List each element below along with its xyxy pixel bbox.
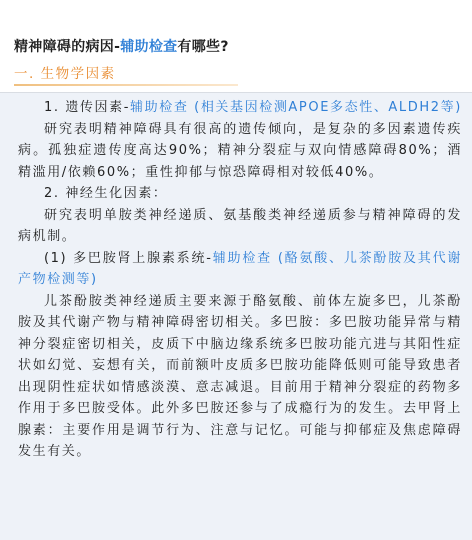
- item2-heading: 2. 神经生化因素：: [44, 186, 168, 201]
- item2-1-heading: [18, 248, 462, 291]
- item1-link[interactable]: 辅助检查 (相关基因检测APOE多态性、ALDH2等): [130, 100, 462, 115]
- title-prefix: 精神障碍的病因-: [14, 39, 121, 55]
- item2-1-label: (1) 多巴胺肾上腺素系统-: [44, 250, 213, 266]
- item1-body: 研究表明精神障碍具有很高的遗传倾向，是复杂的多因素遗传疾病。孤独症遗传度高达90%；精神分裂症与双向情感障碍80%；酒精滥用/依赖60%；重性抑郁与惊恐障碍相对较低40%。: [18, 121, 462, 180]
- section-heading: 一. 生物学因素: [14, 66, 116, 82]
- item1-heading: [18, 97, 462, 119]
- item1-label: 1. 遗传因素-: [44, 100, 131, 115]
- title-suffix: 有哪些?: [177, 39, 229, 55]
- article-title: [14, 36, 229, 56]
- content-card: [0, 92, 472, 540]
- item2-1-link[interactable]: 辅助检查 (酪氨酸、儿茶酚胺及其代谢产物检测等): [18, 250, 462, 287]
- section-underline: [14, 84, 238, 86]
- title-link-auxiliary-exam[interactable]: 辅助检查: [120, 39, 178, 55]
- item2-body: 研究表明单胺类神经递质、氨基酸类神经递质参与精神障碍的发病机制。: [18, 207, 462, 244]
- item2-1-body: 儿茶酚胺类神经递质主要来源于酪氨酸、前体左旋多巴，儿茶酚胺及其代谢产物与精神障碍密切相关。多巴胺：多巴胺功能异常与精神分裂症密切相关，皮质下中脑边缘系统多巴胺功能亢进与其阳性症状如幻觉、妄想有关，而前额叶皮质多巴胺功能降低则可能导致患者出现阴性症状如情感淡漠、意志减退。目前用于精神分裂症的药物多作用于多巴胺受体。此外多巴胺还参与了成瘾行为的发生。去甲肾上腺素：主要作用是调节行为、注意与记忆。可能与抑郁症及焦虑障碍发生有关。: [18, 293, 462, 459]
